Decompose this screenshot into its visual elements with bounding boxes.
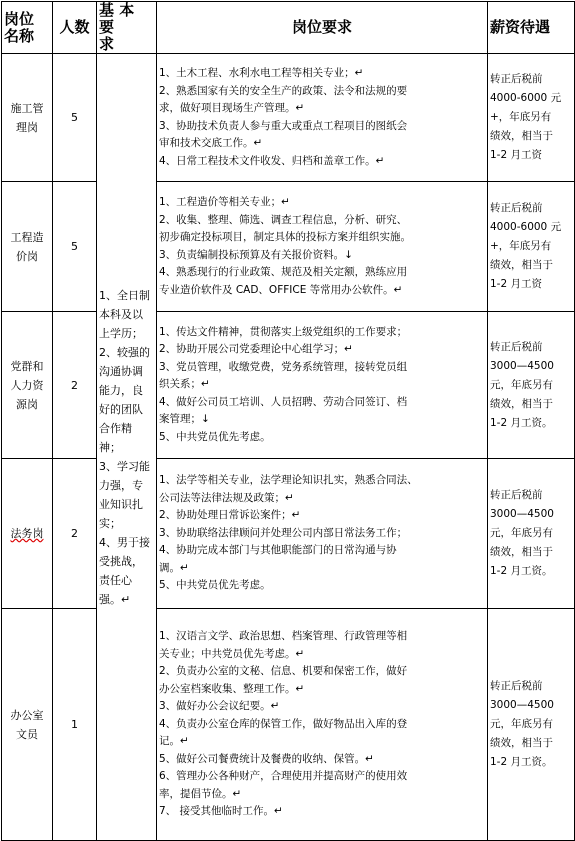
job-requirements-table bbox=[1, 1, 575, 841]
header-basic bbox=[97, 2, 157, 54]
basic-requirements: 1、全日制 本科及以 上学历； 2、较强的 沟通协调 能力，良 好的团队 合作精 神； 3、学习能 力强，专 业知识扎 实； 4、男于接 受挑战， 责任心 强。↵ bbox=[97, 54, 157, 841]
position-name: 施工管 理岗 bbox=[2, 54, 53, 182]
headcount: 5 bbox=[53, 182, 97, 312]
requirements-cell: 1、土木工程、水利水电工程等相关专业；↵ 2、熟悉国家有关的安全生产的政策、法令和法规的要 求，做好项目现场生产管理。↵ 3、协助技术负责人参与重大或重点工程项目的图纸会 审和技术交底工作。↵ 4、日常工程技术文件收发、归档和盖章工作。↵ bbox=[157, 54, 488, 182]
table-row bbox=[2, 312, 575, 459]
requirements-cell: 1、工程造价等相关专业；↵ 2、收集、整理、筛选、调查工程信息，分析、研究、 初步确定投标项目，制定具体的投标方案并组织实施。 3、负责编制投标预算及有关报价资料。↓ 4、熟悉现行的行业政策、规范及相关定额，熟练应用 专业造价软件及 CAD、OFFICE 等常用办公软件。↵ bbox=[157, 182, 488, 312]
header-row bbox=[2, 2, 575, 54]
header-position bbox=[2, 2, 53, 54]
table-row bbox=[2, 54, 575, 182]
headcount: 1 bbox=[53, 609, 97, 841]
salary-cell: 转正后税前 3000—4500 元，年底另有 绩效，相当于 1-2 月工资。 bbox=[488, 459, 575, 609]
position-name: 工程造 价岗 bbox=[2, 182, 53, 312]
header-basic-line1: 基 本 要 bbox=[99, 1, 135, 36]
table-row bbox=[2, 459, 575, 609]
table-row bbox=[2, 182, 575, 312]
headcount: 2 bbox=[53, 312, 97, 459]
header-count: 人数 bbox=[53, 2, 97, 54]
position-name: 办公室 文员 bbox=[2, 609, 53, 841]
position-name: 法务岗 bbox=[2, 459, 53, 609]
requirements-cell: 1、法学等相关专业，法学理论知识扎实，熟悉合同法、 公司法等法律法规及政策；↵ 2、协助处理日常诉讼案件；↵ 3、协助联络法律顾问并处理公司内部日常法务工作； 4、协助完成本部门与其他职能部门的日常沟通与协 调。↵ 5、中共党员优先考虑。 bbox=[157, 459, 488, 609]
salary-cell: 转正后税前 4000-6000 元 +，年底另有 绩效，相当于 1-2 月工资 bbox=[488, 54, 575, 182]
header-salary: 薪资待遇 bbox=[488, 2, 575, 54]
headcount: 5 bbox=[53, 54, 97, 182]
position-name: 党群和 人力资 源岗 bbox=[2, 312, 53, 459]
header-basic-line2: 求 bbox=[99, 35, 115, 53]
header-position-line2: 名称 bbox=[4, 26, 35, 45]
salary-cell: 转正后税前 3000—4500 元，年底另有 绩效，相当于 1-2 月工资。 bbox=[488, 312, 575, 459]
headcount: 2 bbox=[53, 459, 97, 609]
requirements-cell: 1、传达文件精神，贯彻落实上级党组织的工作要求； 2、协助开展公司党委理论中心组学习；↵ 3、党员管理，收缴党费，党务系统管理，接转党员组 织关系；↵ 4、做好公司员工培训、人员招聘、劳动合同签订、档 案管理；↓ 5、中共党员优先考虑。 bbox=[157, 312, 488, 459]
requirements-cell: 1、汉语言文学、政治思想、档案管理、行政管理等相 关专业；中共党员优先考虑。↵ 2、负责办公室的文秘、信息、机要和保密工作，做好 办公室档案收集、整理工作。↵ 3、做好办公会议纪要。↵ 4、负责办公室仓库的保管工作，做好物品出入库的登 记。↵ 5、做好公司餐费统计及餐费的收纳、保管。↵ 6、管理办公各种财产，合理使用并提高财产的使用效 率，提倡节俭。↵ 7、 接受其他临时工作。↵ bbox=[157, 609, 488, 841]
header-position-line1: 岗位 bbox=[4, 9, 35, 28]
salary-cell: 转正后税前 4000-6000 元 +，年底另有 绩效，相当于 1-2 月工资 bbox=[488, 182, 575, 312]
header-requirements: 岗位要求 bbox=[157, 2, 488, 54]
table-row bbox=[2, 609, 575, 841]
salary-cell: 转正后税前 3000—4500 元，年底另有 绩效，相当于 1-2 月工资。 bbox=[488, 609, 575, 841]
